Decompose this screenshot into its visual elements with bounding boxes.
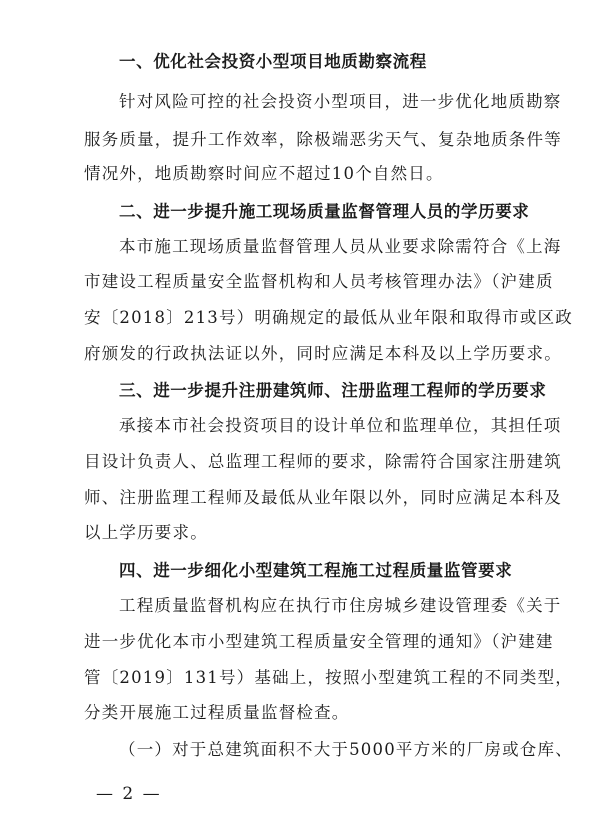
section-1-line-1: 针对风险可控的社会投资小型项目，进一步优化地质勘察 [119, 92, 562, 111]
section-4-heading: 四、进一步细化小型建筑工程施工过程质量监管要求 [119, 561, 513, 580]
section-1-heading: 一、优化社会投资小型项目地质勘察流程 [119, 52, 427, 71]
section-2-line-2: 市建设工程质量安全监督机构和人员考核管理办法》（沪建质 [84, 272, 554, 291]
section-3-heading: 三、进一步提升注册建筑师、注册监理工程师的学历要求 [119, 381, 547, 400]
section-3-line-1: 承接本市社会投资项目的设计单位和监理单位，其担任项 [119, 416, 562, 435]
section-2-heading: 二、进一步提升施工现场质量监督管理人员的学历要求 [119, 202, 530, 221]
section-2-line-4: 府颁发的行政执法证以外，同时应满足本科及以上学历要求。 [84, 344, 562, 363]
section-4-line-3: 管〔2019〕131号）基础上，按照小型建筑工程的不同类型， [84, 668, 573, 687]
section-4-line-2: 进一步优化本市小型建筑工程质量安全管理的通知》（沪建建 [84, 632, 554, 651]
section-2-line-3: 安〔2018〕213号）明确规定的最低从业年限和取得市或区政 [84, 308, 573, 327]
section-4-line-4: 分类开展施工过程质量监督检查。 [84, 703, 350, 722]
section-2-line-1: 本市施工现场质量监督管理人员从业要求除需符合《上海 [119, 237, 562, 256]
section-4-line-1: 工程质量监督机构应在执行市住房城乡建设管理委《关于 [119, 596, 562, 615]
section-3-line-4: 以上学历要求。 [84, 523, 208, 542]
page-number: — 2 — [96, 784, 162, 804]
section-3-line-3: 师、注册监理工程师及最低从业年限以外，同时应满足本科及 [84, 488, 562, 507]
section-1-line-3: 情况外，地质勘察时间应不超过10个自然日。 [84, 164, 444, 183]
section-1-line-2: 服务质量，提升工作效率，除极端恶劣天气、复杂地质条件等 [84, 130, 562, 149]
section-3-line-2: 目设计负责人、总监理工程师的要求，除需符合国家注册建筑 [84, 452, 562, 471]
section-4-line-5: （一）对于总建筑面积不大于5000平方米的厂房或仓库、 [119, 740, 573, 759]
